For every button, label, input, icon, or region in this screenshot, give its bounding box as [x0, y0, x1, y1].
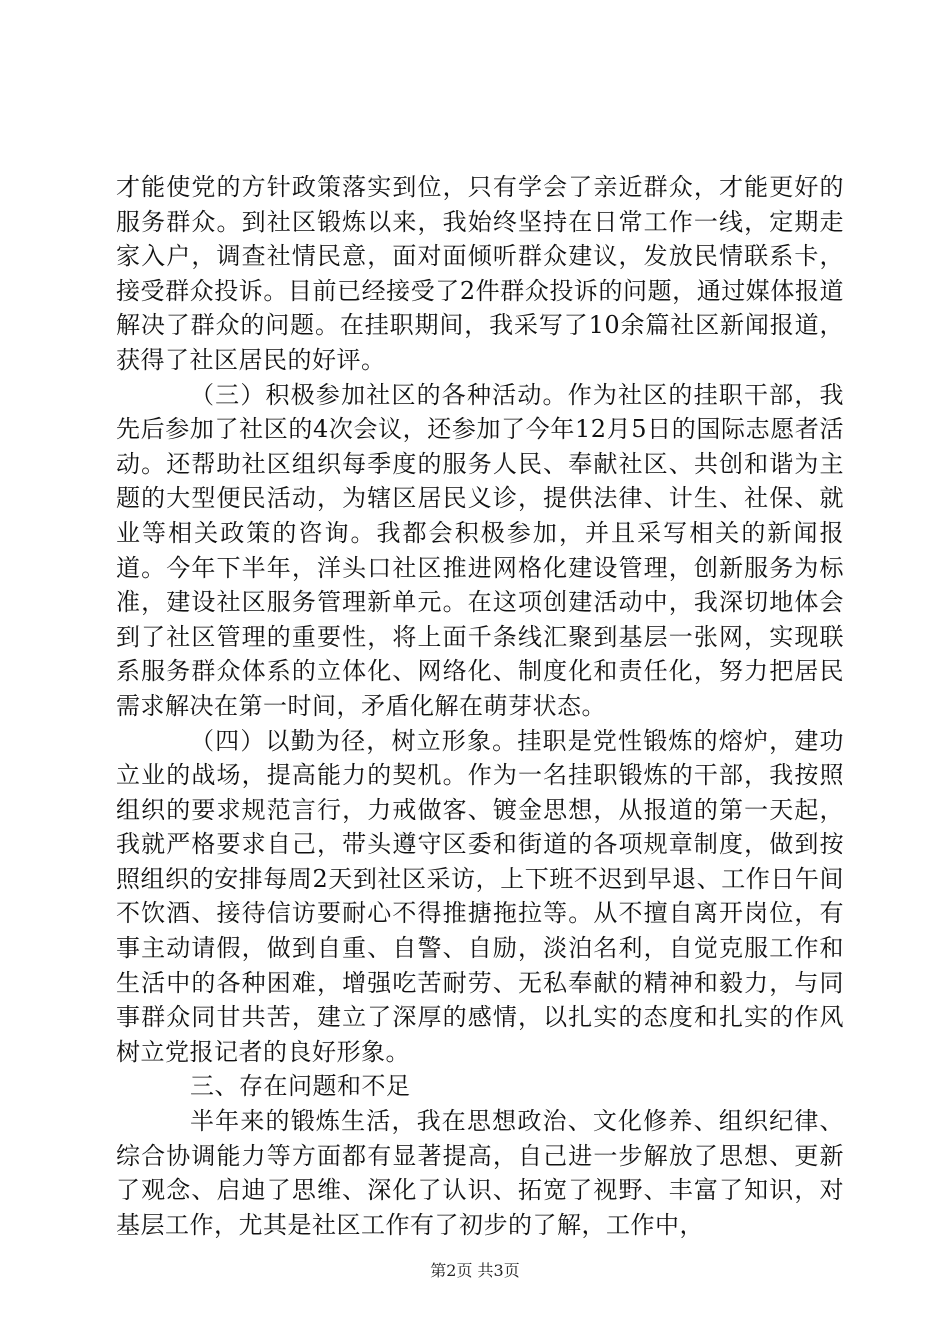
section-heading-problems: 三、存在问题和不足: [190, 1072, 411, 1101]
document-body: [116, 170, 844, 1242]
paragraph-section-four-image: （四）以勤为径，树立形象。挂职是党性锻炼的熔炉，建功立业的战场，提高能力的契机。作为一名挂职锻炼的干部，我按照组织的要求规范言行，力戒做客、镀金思想，从报道的第一天起，我就严格要求自己，带头遵守区委和街道的各项规章制度，做到按照组织的安排每周2天到社区采访，上下班不迟到早退、工作日午间不饮酒、接待信访要耐心不得推搪拖拉等。从不擅自离开岗位，有事主动请假，做到自重、自警、自励，淡泊名利，自觉克服工作和生活中的各种困难，增强吃苦耐劳、无私奉献的精神和毅力，与同事群众同甘共苦，建立了深厚的感情，以扎实的态度和扎实的作风树立党报记者的良好形象。: [116, 726, 844, 1066]
paragraph-continuation: 才能使党的方针政策落实到位，只有学会了亲近群众，才能更好的服务群众。到社区锻炼以来，我始终坚持在日常工作一线，定期走家入户，调查社情民意，面对面倾听群众建议，发放民情联系卡，接受群众投诉。目前已经接受了2件群众投诉的问题，通过媒体报道解决了群众的问题。在挂职期间，我采写了10余篇社区新闻报道，获得了社区居民的好评。: [116, 173, 844, 374]
paragraph-section-three-activities: （三）积极参加社区的各种活动。作为社区的挂职干部，我先后参加了社区的4次会议，还参加了今年12月5日的国际志愿者活动。还帮助社区组织每季度的服务人民、奉献社区、共创和谐为主题的大型便民活动，为辖区居民义诊，提供法律、计生、社保、就业等相关政策的咨询。我都会积极参加，并且采写相关的新闻报道。今年下半年，洋头口社区推进网格化建设管理，创新服务为标准，建设社区服务管理新单元。在这项创建活动中，我深切地体会到了社区管理的重要性，将上面千条线汇聚到基层一张网，实现联系服务群众体系的立体化、网络化、制度化和责任化，努力把居民需求解决在第一时间，矛盾化解在萌芽状态。: [116, 380, 844, 720]
page-footer: 第2页 共3页: [430, 1261, 520, 1280]
paragraph-half-year-summary: 半年来的锻炼生活，我在思想政治、文化修养、组织纪律、综合协调能力等方面都有显著提高，自己进一步解放了思想、更新了观念、启迪了思维、深化了认识、拓宽了视野、丰富了知识，对基层工作，尤其是社区工作有了初步的了解，工作中，: [116, 1107, 844, 1239]
